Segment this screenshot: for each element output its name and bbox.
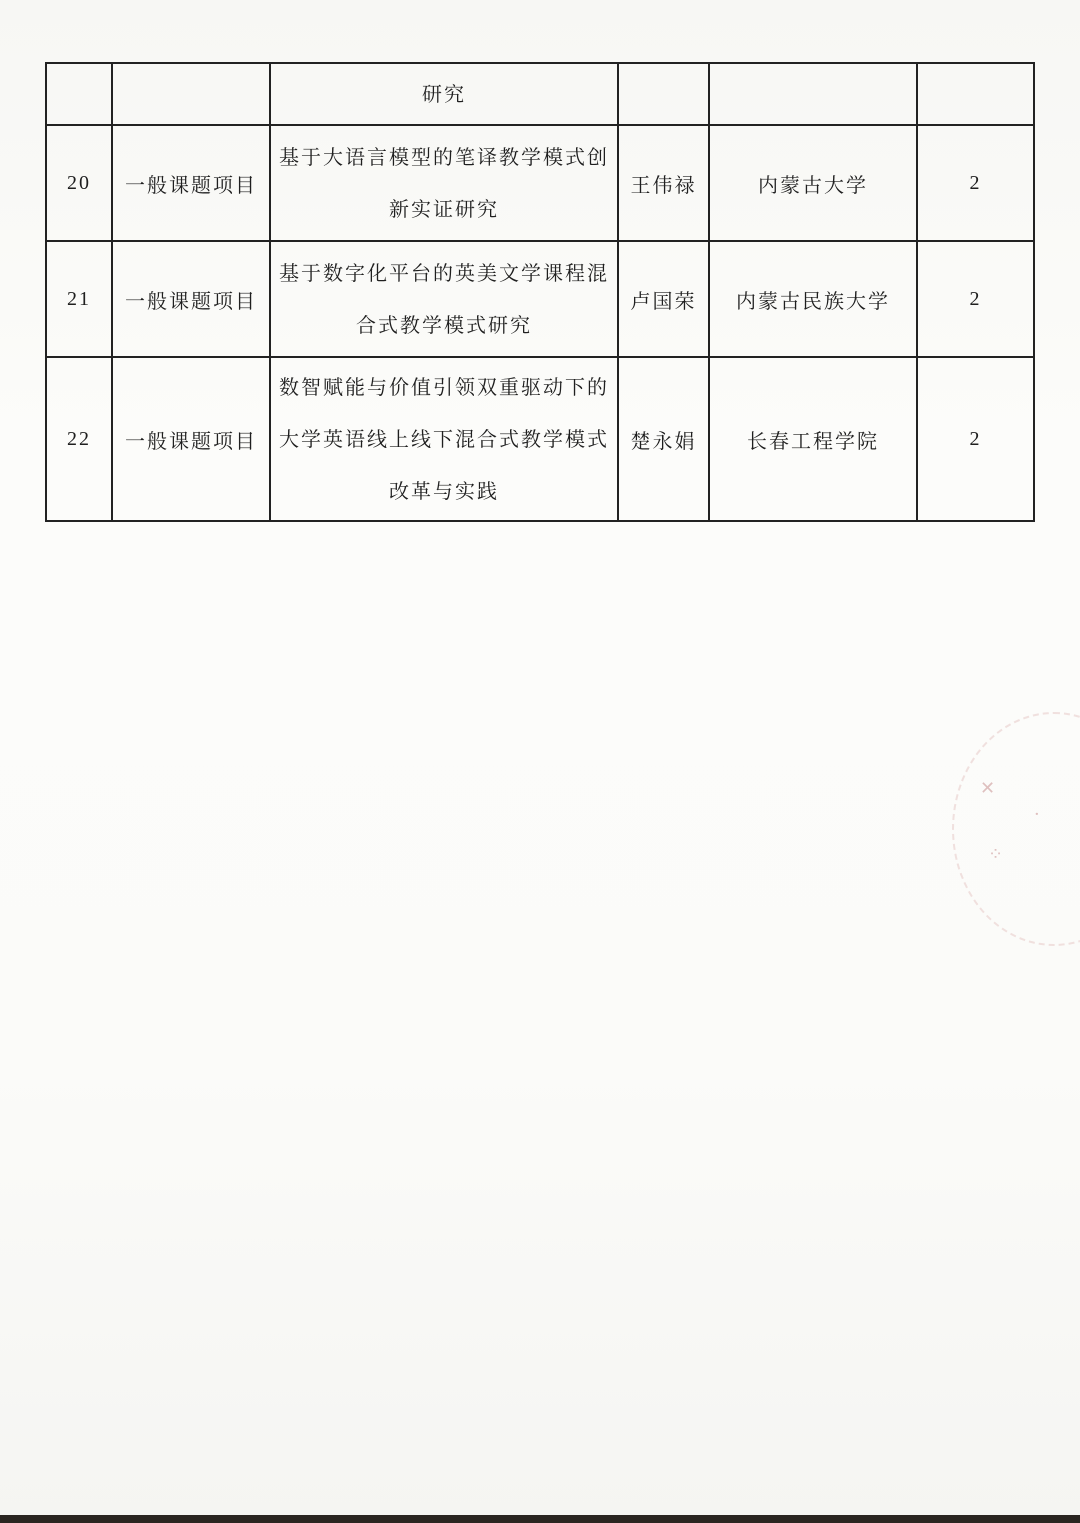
- row-number-cell: 20: [46, 125, 112, 241]
- seal-mark-icon: ⁘: [988, 844, 1004, 865]
- institution-cell: [709, 63, 917, 125]
- row-number-cell: [46, 63, 112, 125]
- project-type-cell: 一般课题项目: [112, 241, 270, 357]
- institution-cell: 长春工程学院: [709, 357, 917, 521]
- project-title-line: 新实证研究: [389, 197, 499, 221]
- leader-name-cell: 卢国荣: [618, 241, 709, 357]
- project-type-cell: 一般课题项目: [112, 357, 270, 521]
- project-title-cell: [270, 125, 618, 241]
- table-row: [46, 63, 1034, 125]
- seal-mark-icon: ✕: [980, 778, 996, 799]
- project-title-line: 改革与实践: [389, 479, 499, 503]
- table-row: [46, 241, 1034, 357]
- project-title-cell: [270, 241, 618, 357]
- project-title-cell: [270, 357, 618, 521]
- count-cell: 2: [917, 125, 1034, 241]
- project-title-line: 大学英语线上线下混合式教学模式: [279, 427, 609, 451]
- project-type-cell: [112, 63, 270, 125]
- institution-cell: 内蒙古大学: [709, 125, 917, 241]
- project-title-line: 基于数字化平台的英美文学课程混: [279, 261, 609, 285]
- project-type-cell: 一般课题项目: [112, 125, 270, 241]
- row-number-cell: 22: [46, 357, 112, 521]
- project-title-line: 研究: [422, 82, 466, 106]
- count-cell: [917, 63, 1034, 125]
- institution-cell: 内蒙古民族大学: [709, 241, 917, 357]
- count-cell: 2: [917, 357, 1034, 521]
- project-title-line: 数智赋能与价值引领双重驱动下的: [279, 375, 609, 399]
- row-number-cell: 21: [46, 241, 112, 357]
- scan-edge-band: [0, 1515, 1080, 1523]
- table-row: [46, 357, 1034, 521]
- count-cell: 2: [917, 241, 1034, 357]
- project-title-line: 基于大语言模型的笔译教学模式创: [279, 145, 609, 169]
- seal-mark-icon: ·: [1034, 804, 1040, 825]
- leader-name-cell: 楚永娟: [618, 357, 709, 521]
- leader-name-cell: 王伟禄: [618, 125, 709, 241]
- table-row: [46, 125, 1034, 241]
- project-title-line: 合式教学模式研究: [356, 313, 532, 337]
- leader-name-cell: [618, 63, 709, 125]
- project-table: [45, 62, 1035, 522]
- project-title-cell: [270, 63, 618, 125]
